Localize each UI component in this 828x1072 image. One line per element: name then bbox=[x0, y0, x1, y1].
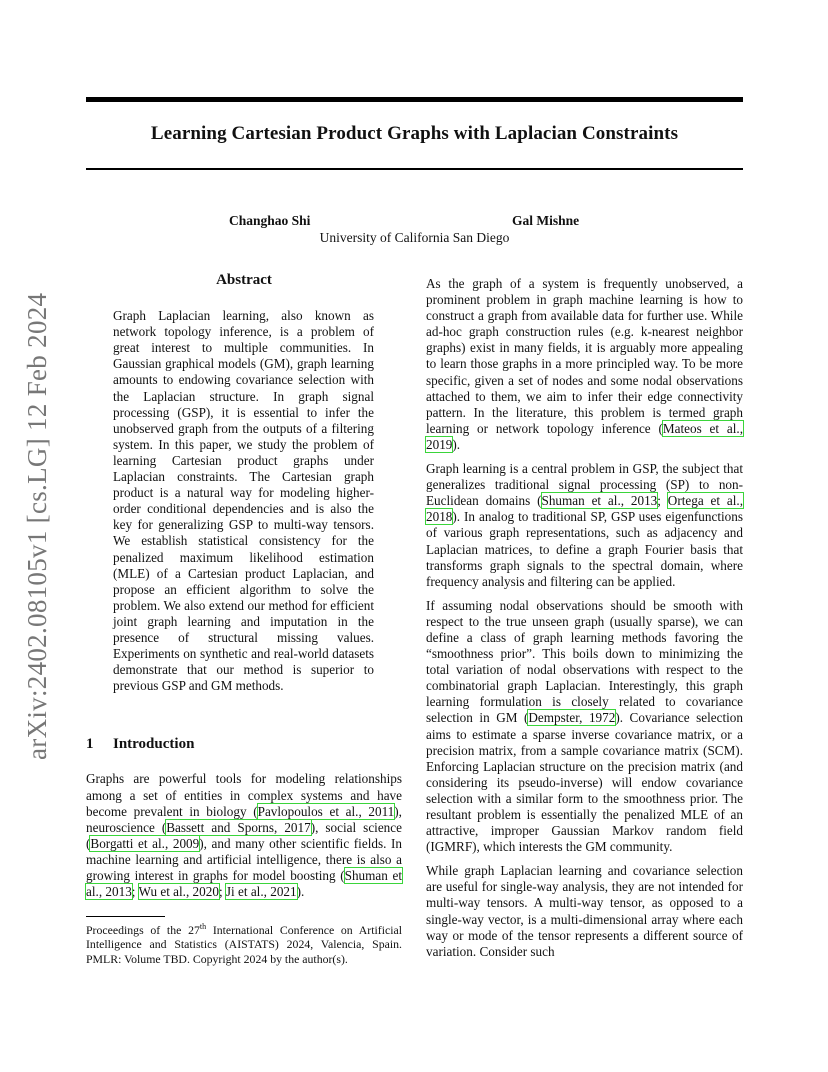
citation-link[interactable]: Mateos et al., 2019 bbox=[426, 420, 743, 452]
arxiv-side-stamp: arXiv:2402.08105v1 [cs.LG] 12 Feb 2024 bbox=[22, 292, 52, 760]
citation-link[interactable]: Dempster, 1972 bbox=[528, 710, 616, 726]
citation-link[interactable]: Shuman et al., 2013 bbox=[86, 868, 402, 900]
citation-link[interactable]: Shuman et al., 2013 bbox=[541, 493, 658, 509]
citation-link[interactable]: Wu et al., 2020 bbox=[138, 884, 219, 900]
affiliation: University of California San Diego bbox=[319, 230, 510, 245]
citation-link[interactable]: Ji et al., 2021 bbox=[225, 884, 297, 900]
abstract-heading: Abstract bbox=[216, 272, 272, 288]
left-column bbox=[86, 272, 402, 966]
body-paragraph: While graph Laplacian learning and covariance selection are useful for single-way analysis, they are not intended for multi-way tensors. A multi-way tensor, as opposed to a single-way vector, is a multi-dimensional array where each way or mode of the tensor represents a different source of variation. Consider such bbox=[426, 863, 743, 959]
abstract-body: Graph Laplacian learning, also known as network topology inference, is a problem of great interest to multiple communities. In Gaussian graphical models (GM), graph learning amounts to endowing covariance selection with the Laplacian structure. In graph signal processing (GSP), it is essential to infer the unobserved graph from the outputs of a filtering system. In this paper, we study the problem of learning Cartesian product graphs under Laplacian constraints. The Cartesian graph product is a natural way for modeling higher-order conditional dependencies and is also the key for generalizing GSP to multi-way tensors. We establish statistical consistency for the penalized maximum likelihood estimation (MLE) of a Cartesian product Laplacian, and propose an efficient algorithm to solve the problem. We also extend our method for efficient joint graph learning and imputation in the presence of structural missing values. Experiments on synthetic and real-world datasets demonstrate that our method is superior to previous GSP and GM methods. bbox=[113, 308, 374, 694]
citation-link[interactable]: Bassett and Sporns, 2017 bbox=[166, 819, 311, 835]
citation-link[interactable]: Ortega et al., 2018 bbox=[426, 493, 743, 525]
author-name: Changhao Shi bbox=[229, 213, 311, 228]
title-top-rule bbox=[86, 97, 743, 102]
title-bottom-rule bbox=[86, 168, 743, 170]
right-column bbox=[426, 276, 743, 968]
body-paragraph: If assuming nodal observations should be smooth with respect to the true unseen graph (usually sparse), we can define a class of graph learning methods favoring the “smoothness prior”. This boils down to minimizing the total variation of nodal observations with respect to the combinatorial graph Laplacian. Interestingly, this graph learning formulation is closely related to covariance selection in GM (Dempster, 1972). Covariance selection aims to estimate a sparse inverse covariance matrix, or a precision matrix, from a sample covariance matrix (SCM). Enforcing Laplacian structure on the precision matrix (and considering its pseudo-inverse) will endow covariance selection with a similar form to the smoothness prior. The resultant problem is essentially the penalized MLE of an attractive, improper Gaussian Markov random field (IGMRF), which interests the GM community. bbox=[426, 597, 743, 855]
citation-link[interactable]: Pavlopoulos et al., 2011 bbox=[257, 803, 395, 819]
footnote: Proceedings of the 27th International Conference on Artificial Intelligence and Statistics (AISTATS) 2024, Valencia, Spain. PMLR: Volume TBD. Copyright 2024 by the author(s). bbox=[86, 922, 403, 966]
section-title: Introduction bbox=[113, 736, 195, 753]
author-name: Gal Mishne bbox=[512, 213, 580, 228]
section-heading bbox=[86, 736, 402, 752]
section-number: 1 bbox=[86, 736, 94, 753]
citation-link[interactable]: Borgatti et al., 2009 bbox=[90, 835, 200, 851]
footnote-rule bbox=[86, 916, 165, 917]
body-paragraph: Graph learning is a central problem in GSP, the subject that generalizes traditional signal processing (SP) to non-Euclidean domains (Shuman et al., 2013; Ortega et al., 2018). In analog to traditional SP, GSP uses eigenfunctions of various graph representations, such as adjacency and Laplacian matrices, to define a graph Fourier basis that transforms graph signals to the spectral domain, where frequency analysis and filtering can be applied. bbox=[426, 461, 743, 589]
paper-title: Learning Cartesian Product Graphs with Laplacian Constraints bbox=[150, 123, 679, 144]
intro-paragraph: Graphs are powerful tools for modeling relationships among a set of entities in complex systems and have become prevalent in biology (Pavlopoulos et al., 2011), neuroscience (Bassett and Sporns, 2017), social science (Borgatti et al., 2009), and many other scientific fields. In machine learning and artificial intelligence, there is also a growing interest in graphs for model boosting (Shuman et al., 2013; Wu et al., 2020; Ji et al., 2021). bbox=[86, 771, 402, 900]
body-paragraph: As the graph of a system is frequently unobserved, a prominent problem in graph machine learning is how to construct a graph from available data for further use. While ad-hoc graph construction rules (e.g. k-nearest neighbor graphs) exist in many fields, it is arguably more appealing to learn those graphs in a more principled way. To be more specific, given a set of nodes and some nodal observations attached to them, we aim to infer their edge connectivity pattern. In the literature, this problem is termed graph learning or network topology inference (Mateos et al., 2019). bbox=[426, 276, 743, 452]
